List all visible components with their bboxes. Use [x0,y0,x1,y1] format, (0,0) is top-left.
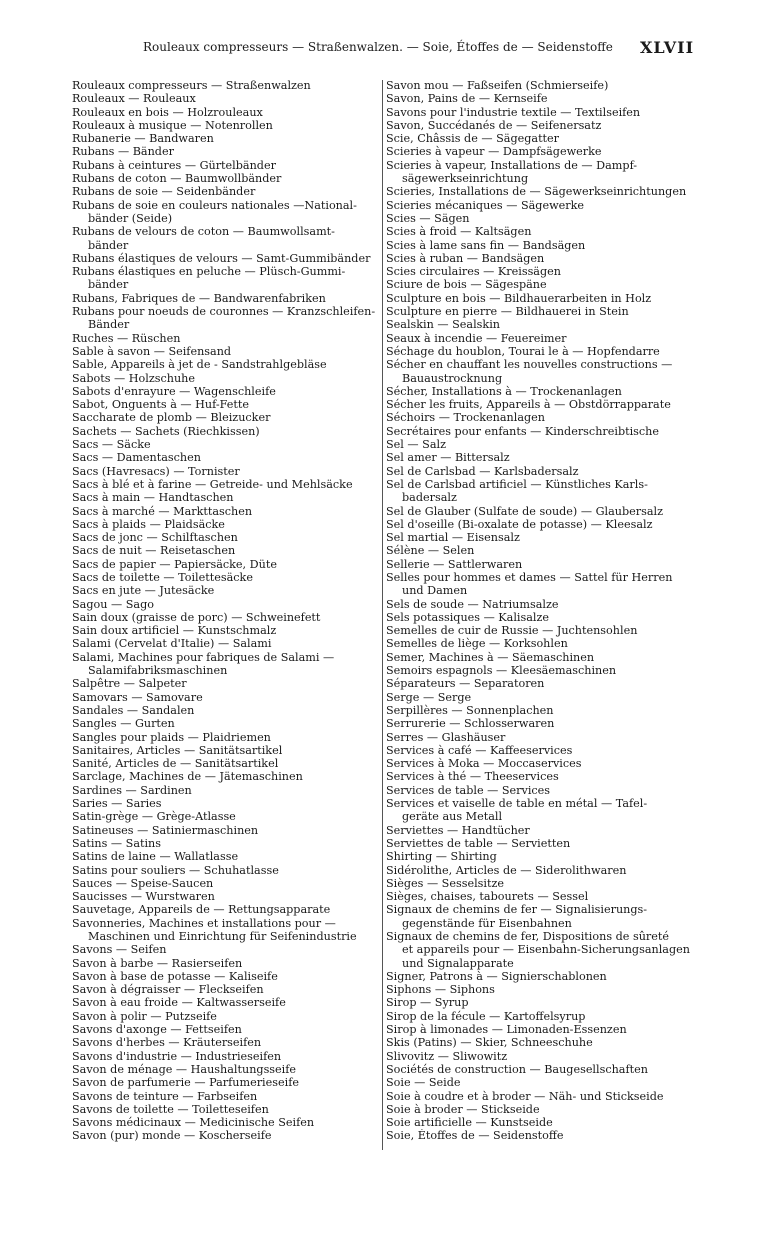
index-entry: Savons de toilette — Toiletteseifen [72,1102,269,1116]
index-entry: Semelles de liège — Korksohlen [386,637,568,651]
index-entry: Satin-grège — Grège-Atlasse [72,810,236,824]
index-entry: Soie à broder — Stickseide [386,1102,540,1116]
index-entry: Sacs de toilette — Toilettesäcke [72,570,253,584]
index-entry: Savon (pur) monde — Koscherseife [72,1129,272,1143]
index-entry: Services et vaiselle de table en métal — Tafel- [386,797,648,811]
right-column [386,79,696,1143]
index-entry: Sabots — Holzschuhe [72,371,195,385]
index-entry: Sellerie — Sattlerwaren [386,557,523,571]
index-entry: Savon, Succédanés de — Seifenersatz [386,118,602,132]
index-entry: Satins de laine — Wallatlasse [72,850,239,864]
index-entry: Sel martial — Eisensalz [386,531,520,545]
index-entry: Sel de Glauber (Sulfate de soude) — Glaubersalz [386,504,663,518]
index-entry: Saries — Saries [72,797,162,811]
index-entry: Rouleaux en bois — Holzrouleaux [72,105,263,119]
index-entry: Sociétés de construction — Baugesellschaften [386,1062,648,1076]
index-entry: Sabot, Onguents à — Huf-Fette [72,398,250,412]
index-entry: Sacs (Havresacs) — Tornister [72,464,240,478]
index-entry: Savon de ménage — Haushaltungsseife [72,1062,297,1076]
index-entry: Scies — Sägen [386,211,470,225]
index-entry: Siphons — Siphons [386,983,495,997]
index-entry: Soie artificielle — Kunstseide [386,1116,553,1130]
index-entry: Rouleaux — Rouleaux [72,92,196,106]
index-entry: Satins pour souliers — Schuhatlasse [72,863,279,877]
index-entry: Soie à coudre et à broder — Näh- und Stickseide [386,1089,664,1103]
index-entry: Sacs à plaids — Plaidsäcke [72,517,225,531]
index-entry: Saccharate de plomb — Bleizucker [72,411,271,425]
index-entry: Serge — Serge [386,690,472,704]
index-entry: sägewerkseinrichtung [402,172,529,186]
index-entry: Savon à polir — Putzseife [72,1009,217,1023]
index-entry: Soie, Étoffes de — Seidenstoffe [386,1129,564,1143]
index-entry: Sacs à blé et à farine — Getreide- und Mehlsäcke [72,477,353,491]
index-entry: Sardines — Sardinen [72,783,192,797]
index-entry: und Signalapparate [402,956,514,970]
index-entry: Savon à barbe — Rasierseifen [72,956,243,970]
index-entry: Sangles — Gurten [72,717,175,731]
index-entry: Savon à eau froide — Kaltwasserseife [72,996,286,1010]
index-entry: Rubans — Bänder [72,145,174,159]
index-entry: Sacs à main — Handtaschen [72,491,234,505]
index-entry: Sirop de la fécule — Kartoffelsyrup [386,1009,586,1023]
index-entry: Sachets — Sachets (Riechkissen) [72,424,260,438]
index-entry: Savons pour l'industrie textile — Textilseifen [386,105,641,119]
index-entry: Sel — Salz [386,438,446,452]
index-entry: Sièges, chaises, tabourets — Sessel [386,890,589,904]
index-entry: Sel de Carlsbad — Karlsbadersalz [386,464,579,478]
index-entry: Semelles de cuir de Russie — Juchtensohlen [386,624,638,638]
index-entry: Rubans pour noeuds de couronnes — Kranzschleifen- [72,305,376,319]
index-entry: Scies circulaires — Kreissägen [386,265,561,279]
index-entry: Sel amer — Bittersalz [386,451,510,465]
index-entry: Satins — Satins [72,836,162,850]
index-entry: Sculpture en bois — Bildhauerarbeiten in Holz [386,291,652,305]
index-entry: Sacs — Damentaschen [72,451,201,465]
page-number: XLVII [640,38,695,57]
index-entry: Scieries à vapeur — Dampfsägewerke [386,145,602,159]
index-entry: Sacs de papier — Papiersäcke, Düte [72,557,277,571]
index-entry: Saucisses — Wurstwaren [72,890,215,904]
left-column [72,79,377,1143]
index-entry: Sidérolithe, Articles de — Siderolithwaren [386,863,627,877]
index-entry: Sanité, Articles de — Sanitätsartikel [72,757,279,771]
index-entry: bänder (Seide) [88,211,173,225]
index-entry: Sealskin — Sealskin [386,318,500,332]
index-entry: Seaux à incendie — Feuereimer [386,331,567,345]
index-entry: Savons d'axonge — Fettseifen [72,1023,242,1037]
index-entry: Salamifabriksmaschinen [88,664,228,678]
index-entry: Savons d'herbes — Kräuterseifen [72,1036,262,1050]
index-entry: Sain doux (graisse de porc) — Schweinefett [72,610,321,624]
index-entry: Serviettes de table — Servietten [386,836,571,850]
index-entry: Maschinen und Einrichtung für Seifenindustrie [88,930,357,943]
index-entry: Services à café — Kaffeeservices [386,743,573,757]
index-entry: Satineuses — Satiniermaschinen [72,823,259,837]
index-entry: Séchage du houblon, Tourai le à — Hopfendarre [386,344,660,358]
index-entry: Séparateurs — Separatoren [386,677,545,691]
index-entry: Scie, Châssis de — Sägegatter [386,132,560,146]
index-entry: Sacs de jonc — Schilftaschen [72,531,238,545]
index-entry: bänder [88,238,129,252]
index-entry: und Damen [402,584,468,598]
index-entry: Sangles pour plaids — Plaidriemen [72,730,271,744]
index-entry: Signer, Patrons à — Signierschablonen [386,969,607,983]
index-entry: Sélène — Selen [386,544,475,558]
index-entry: Soie — Seide [386,1076,461,1090]
index-entry: bänder [88,278,129,292]
index-entry: Sacs en jute — Jutesäcke [72,584,215,598]
index-entry: Sanitaires, Articles — Sanitätsartikel [72,743,283,757]
index-entry: Ruches — Rüschen [72,331,181,345]
index-entry: Services à Moka — Moccaservices [386,757,582,771]
index-entry: Scieries mécaniques — Sägewerke [386,198,585,212]
index-entry: Rubans de soie — Seidenbänder [72,185,256,199]
index-entry: badersalz [402,491,457,505]
index-entry: Savon à dégraisser — Fleckseifen [72,983,264,997]
index-entry: gegenstände für Eisenbahnen [402,916,572,930]
index-entry: Rubans de soie en couleurs nationales —National- [72,198,357,212]
index-entry: Scies à froid — Kaltsägen [386,225,532,239]
index-entry: Sable à savon — Seifensand [72,344,232,358]
index-entry: Salami, Machines pour fabriques de Salami — [72,650,335,664]
index-entry: Sirop — Syrup [386,996,469,1010]
index-entry: Sel de Carlsbad artificiel — Künstliches Karls- [386,477,648,491]
index-entry: Salami (Cervelat d'Italie) — Salami [72,637,272,651]
index-entry: Semoirs espagnols — Kleesäemaschinen [386,664,617,678]
index-entry: Sain doux artificiel — Kunstschmalz [72,624,277,638]
index-entry: Sciure de bois — Sägespäne [386,278,547,292]
index-entry: Sculpture en pierre — Bildhauerei in Stein [386,305,629,319]
index-entry: Shirting — Shirting [386,850,497,864]
index-entry: geräte aus Metall [402,810,503,824]
index-entry: Sécher en chauffant les nouvelles constructions — [386,358,673,372]
index-entry: Savons — Seifen [72,943,167,957]
index-entry: Secrétaires pour enfants — Kinderschreibtische [386,424,660,438]
index-entry: Sacs — Säcke [72,438,151,452]
index-entry: Sauces — Speise-Saucen [72,876,214,890]
index-entry: Bauaustrocknung [402,371,503,385]
index-entry: Sels de soude — Natriumsalze [386,597,559,611]
index-entry: Savons de teinture — Farbseifen [72,1089,258,1103]
index-entry: Scies à ruban — Bandsägen [386,251,545,265]
index-entry: Savons médicinaux — Medicinische Seifen [72,1116,315,1130]
index-entry: Savons d'industrie — Industrieseifen [72,1049,282,1063]
index-entry: et appareils pour — Eisenbahn-Sicherungsanlagen [402,943,690,957]
index-entry: Signaux de chemins de fer — Signalisierungs- [386,903,648,917]
index-entry: Rubans à ceintures — Gürtelbänder [72,158,276,172]
index-entry: Serpillères — Sonnenplachen [386,703,554,717]
index-entry: Rouleaux à musique — Notenrollen [72,118,273,132]
index-entry: Salpêtre — Salpeter [72,677,187,691]
index-entry: Sirop à limonades — Limonaden-Essenzen [386,1023,627,1037]
index-entry: Sels potassiques — Kalisalze [386,610,549,624]
index-entry: Sièges — Sesselsitze [386,876,504,890]
index-entry: Sécher, Installations à — Trockenanlagen [386,384,622,398]
running-title: Rouleaux compresseurs — Straßenwalzen. — Soie, Étoffes de — Seidenstoffe [143,40,613,54]
index-entry: Sandales — Sandalen [72,703,195,717]
index-entry: Savon, Pains de — Kernseife [386,92,548,106]
index-entry: Séchoirs — Trockenanlagen [386,411,545,425]
index-entry: Savonneries, Machines et installations pour — [72,916,336,930]
index-entry: Serviettes — Handtücher [386,823,530,837]
index-entry: Rubans de velours de coton — Baumwollsamt- [72,225,335,239]
index-entry: Scies à lame sans fin — Bandsägen [386,238,586,252]
index-entry: Savon à base de potasse — Kaliseife [72,969,278,983]
index-entry: Sacs à marché — Markttaschen [72,504,253,518]
index-entry: Scieries, Installations de — Sägewerkseinrichtungen [386,185,687,199]
index-entry: Savon mou — Faßseifen (Schmierseife) [386,79,609,92]
index-entry: Sel d'oseille (Bi-oxalate de potasse) — Kleesalz [386,517,653,531]
index-entry: Signaux de chemins de fer, Dispositions de sûreté [386,930,669,943]
index-entry: Sagou — Sago [72,597,154,611]
index-entry: Slivovitz — Sliwowitz [386,1049,508,1063]
index-entry: Rubans élastiques de velours — Samt-Gummibänder [72,251,371,265]
index-entry: Sauvetage, Appareils de — Rettungsapparate [72,903,331,917]
index-entry: Samovars — Samovare [72,690,203,704]
index-entry: Services à thé — Theeservices [386,770,559,784]
index-entry: Rouleaux compresseurs — Straßenwalzen [72,79,311,92]
index-entry: Bänder [88,318,130,332]
index-entry: Rubanerie — Bandwaren [72,132,214,146]
index-entry: Scieries à vapeur, Installations de — Dampf- [386,158,638,172]
index-entry: Sabots d'enrayure — Wagenschleife [72,384,276,398]
index-entry: Rubans élastiques en peluche — Plüsch-Gummi- [72,265,346,279]
index-entry: Semer, Machines à — Säemaschinen [386,650,595,664]
index-entry: Sarclage, Machines de — Jätemaschinen [72,770,303,784]
index-entry: Rubans de coton — Baumwollbänder [72,172,282,186]
column-divider [382,80,383,1150]
index-entry: Savon de parfumerie — Parfumerieseife [72,1076,299,1090]
index-entry: Sable, Appareils à jet de - Sandstrahlgebläse [72,358,327,372]
index-entry: Serrurerie — Schlosserwaren [386,717,555,731]
index-entry: Services de table — Services [386,783,551,797]
index-entry: Skis (Patins) — Skier, Schneeschuhe [386,1036,593,1050]
index-entry: Sécher les fruits, Appareils à — Obstdörrapparate [386,398,671,412]
index-entry: Sacs de nuit — Reisetaschen [72,544,236,558]
page-header [0,38,757,58]
index-entry: Selles pour hommes et dames — Sattel für Herren [386,570,673,584]
index-entry: Rubans, Fabriques de — Bandwarenfabriken [72,291,326,305]
index-entry: Serres — Glashäuser [386,730,506,744]
